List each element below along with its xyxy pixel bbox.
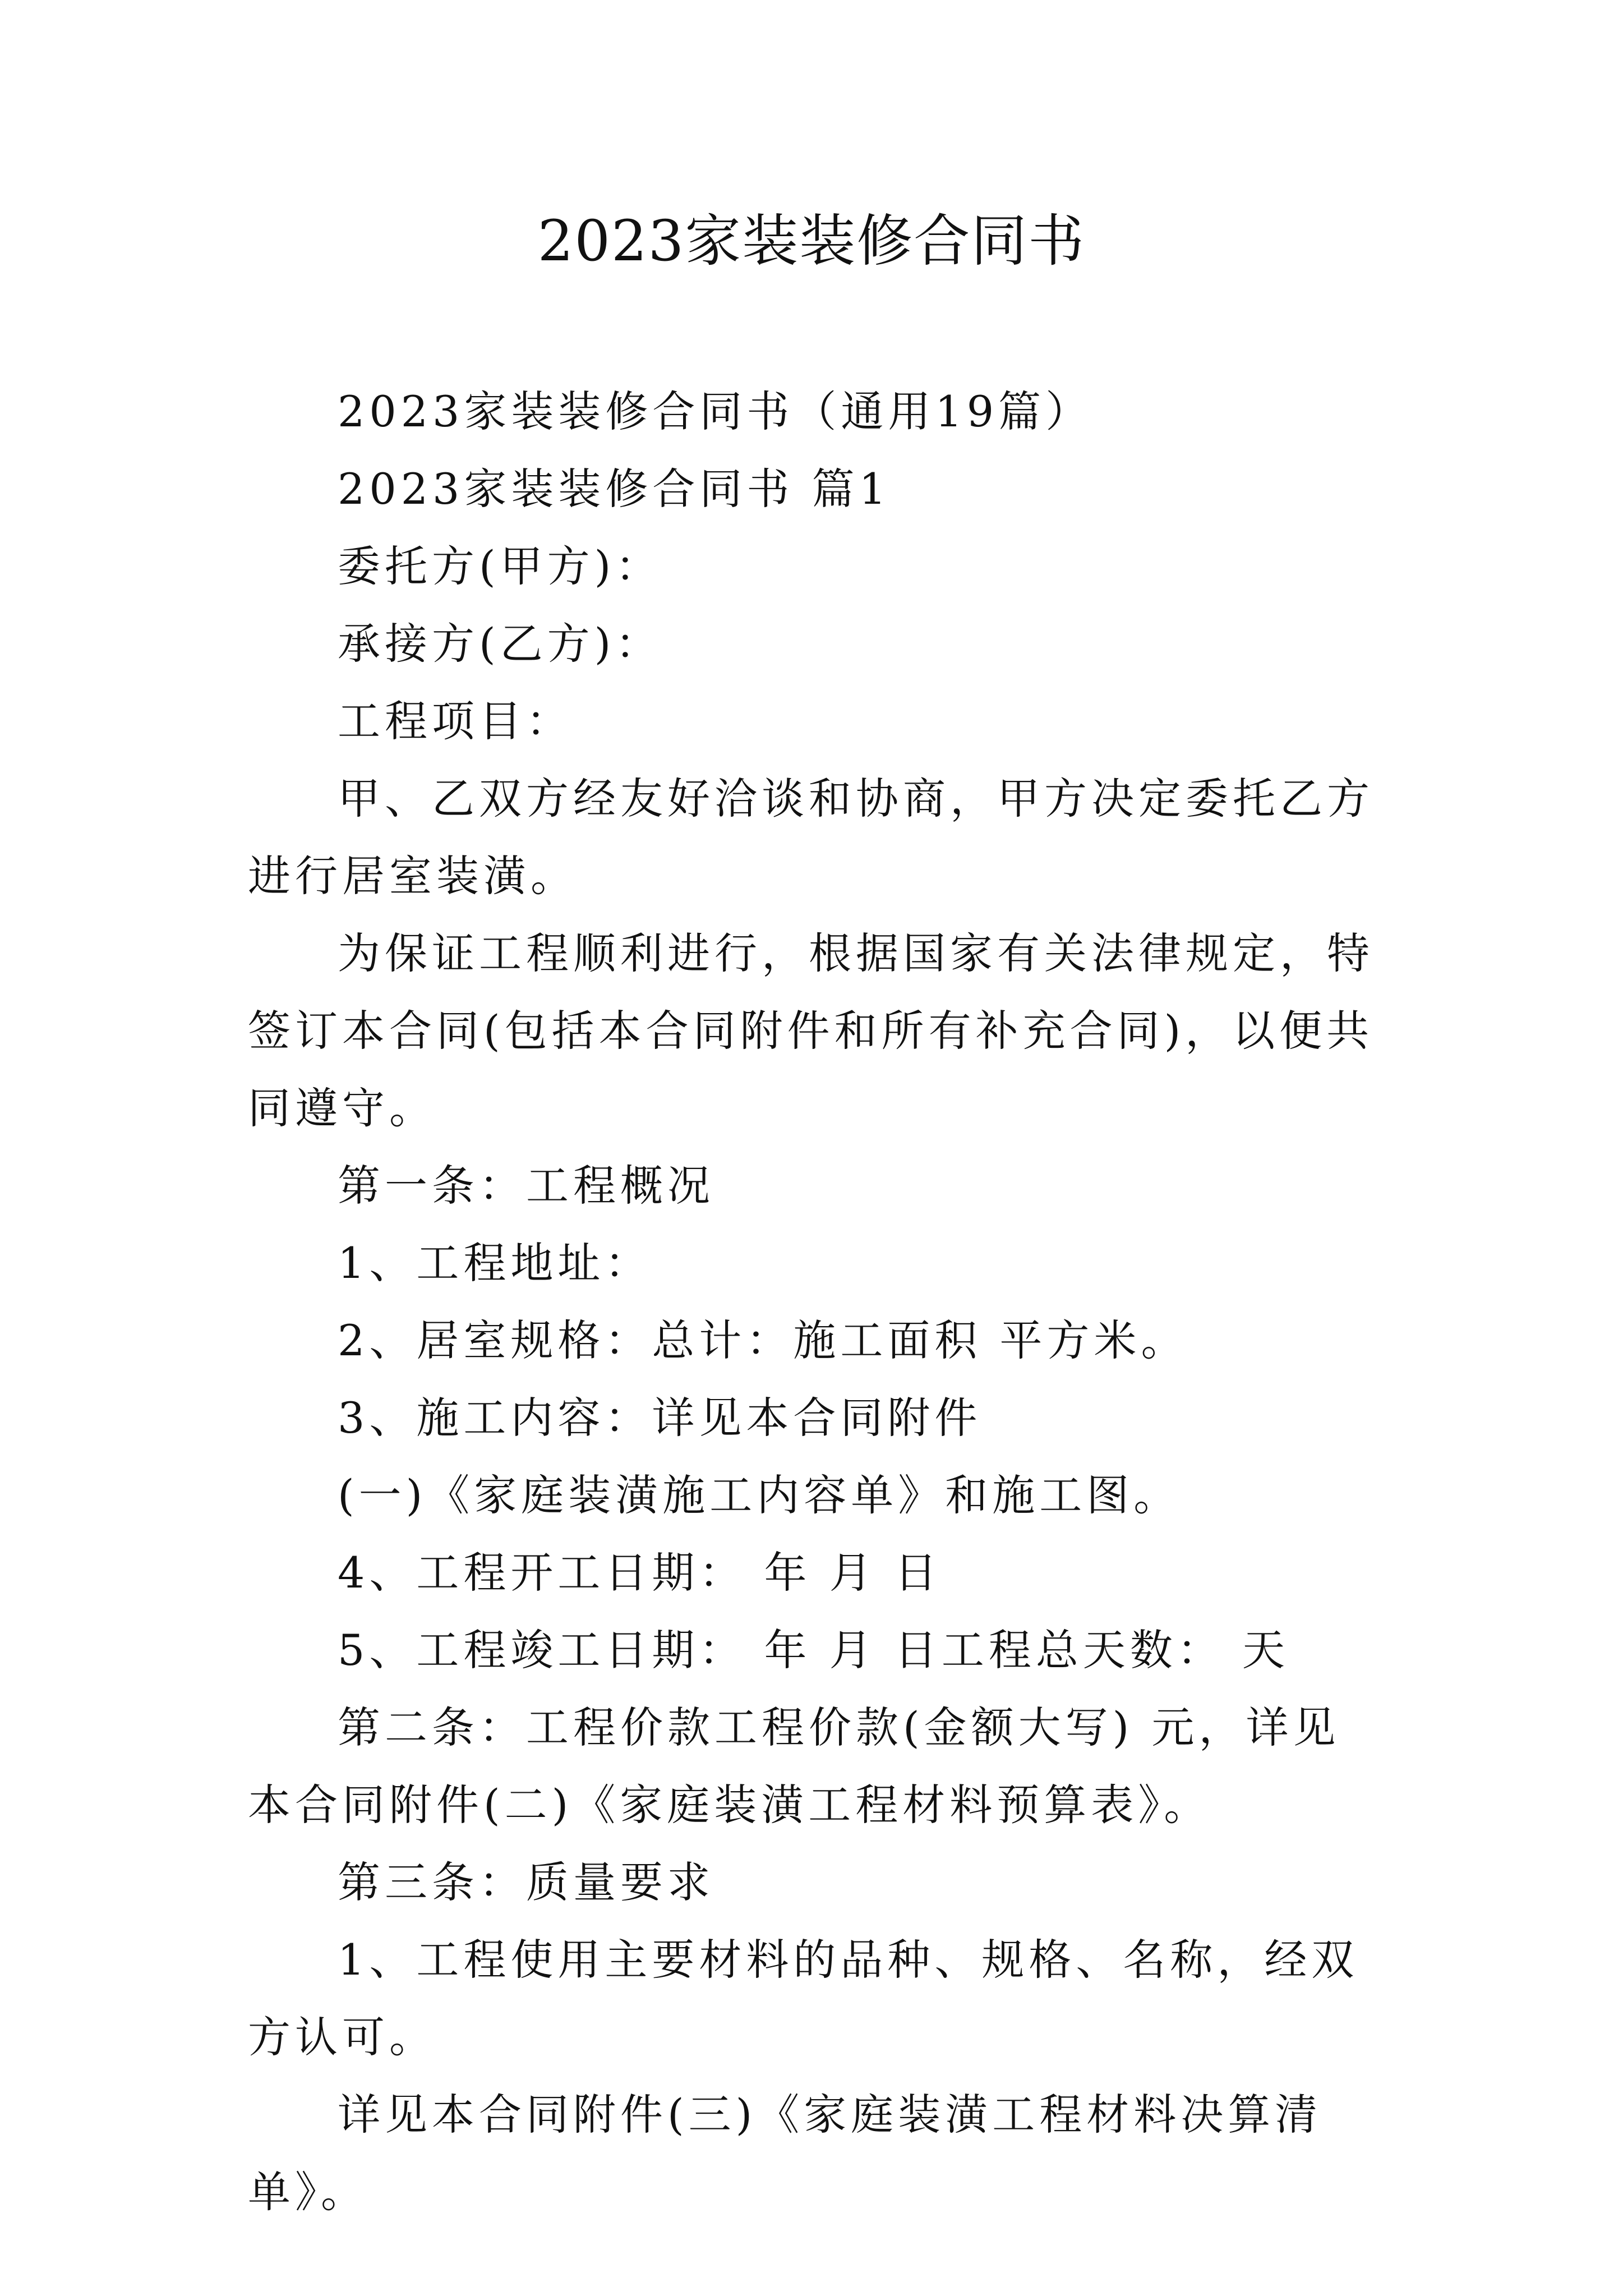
paragraph-party-b: 承接方(乙方)：: [338, 619, 663, 669]
paragraph-section-heading: 2023家装装修合同书 篇1: [338, 464, 891, 514]
paragraph-end-date: 5、工程竣工日期： 年 月 日工程总天数： 天: [338, 1625, 1289, 1675]
paragraph-room-size: 2、居室规格：总计：施工面积 平方米。: [338, 1315, 1188, 1365]
paragraph-attachment-1: (一)《家庭装潢施工内容单》和施工图。: [338, 1470, 1181, 1520]
paragraph-subtitle: 2023家装装修合同书（通用19篇）: [338, 386, 1093, 436]
paragraph-party-a: 委托方(甲方)：: [338, 541, 663, 591]
paragraph-content: 3、施工内容：详见本合同附件: [338, 1393, 982, 1443]
document-title: 2023家装装修合同书: [537, 208, 1086, 274]
paragraph-article-1: 第一条：工程概况: [338, 1161, 714, 1211]
paragraph-project: 工程项目：: [338, 696, 573, 746]
paragraph-article-3: 第三条：质量要求: [338, 1857, 714, 1907]
paragraph-attachment-3: 详见本合同附件(三)《家庭装潢工程材料决算清单》。: [248, 2090, 1322, 2217]
paragraph-purpose: 为保证工程顺利进行，根据国家有关法律规定，特签订本合同(包括本合同附件和所有补充合同)，以便共同遵守。: [248, 928, 1374, 1133]
paragraph-address: 1、工程地址：: [338, 1238, 652, 1288]
document-body: [248, 373, 1386, 2231]
paragraph-article-2: 第二条：工程价款工程价款(金额大写) 元，详见本合同附件(二)《家庭装潢工程材料预算表》。: [248, 1703, 1340, 1830]
paragraph-start-date: 4、工程开工日期： 年 月 日: [338, 1548, 942, 1598]
paragraph-materials: 1、工程使用主要材料的品种、规格、名称，经双方认可。: [248, 1935, 1359, 2062]
paragraph-agreement: 甲、乙双方经友好洽谈和协商，甲方决定委托乙方进行居室装潢。: [248, 774, 1374, 901]
